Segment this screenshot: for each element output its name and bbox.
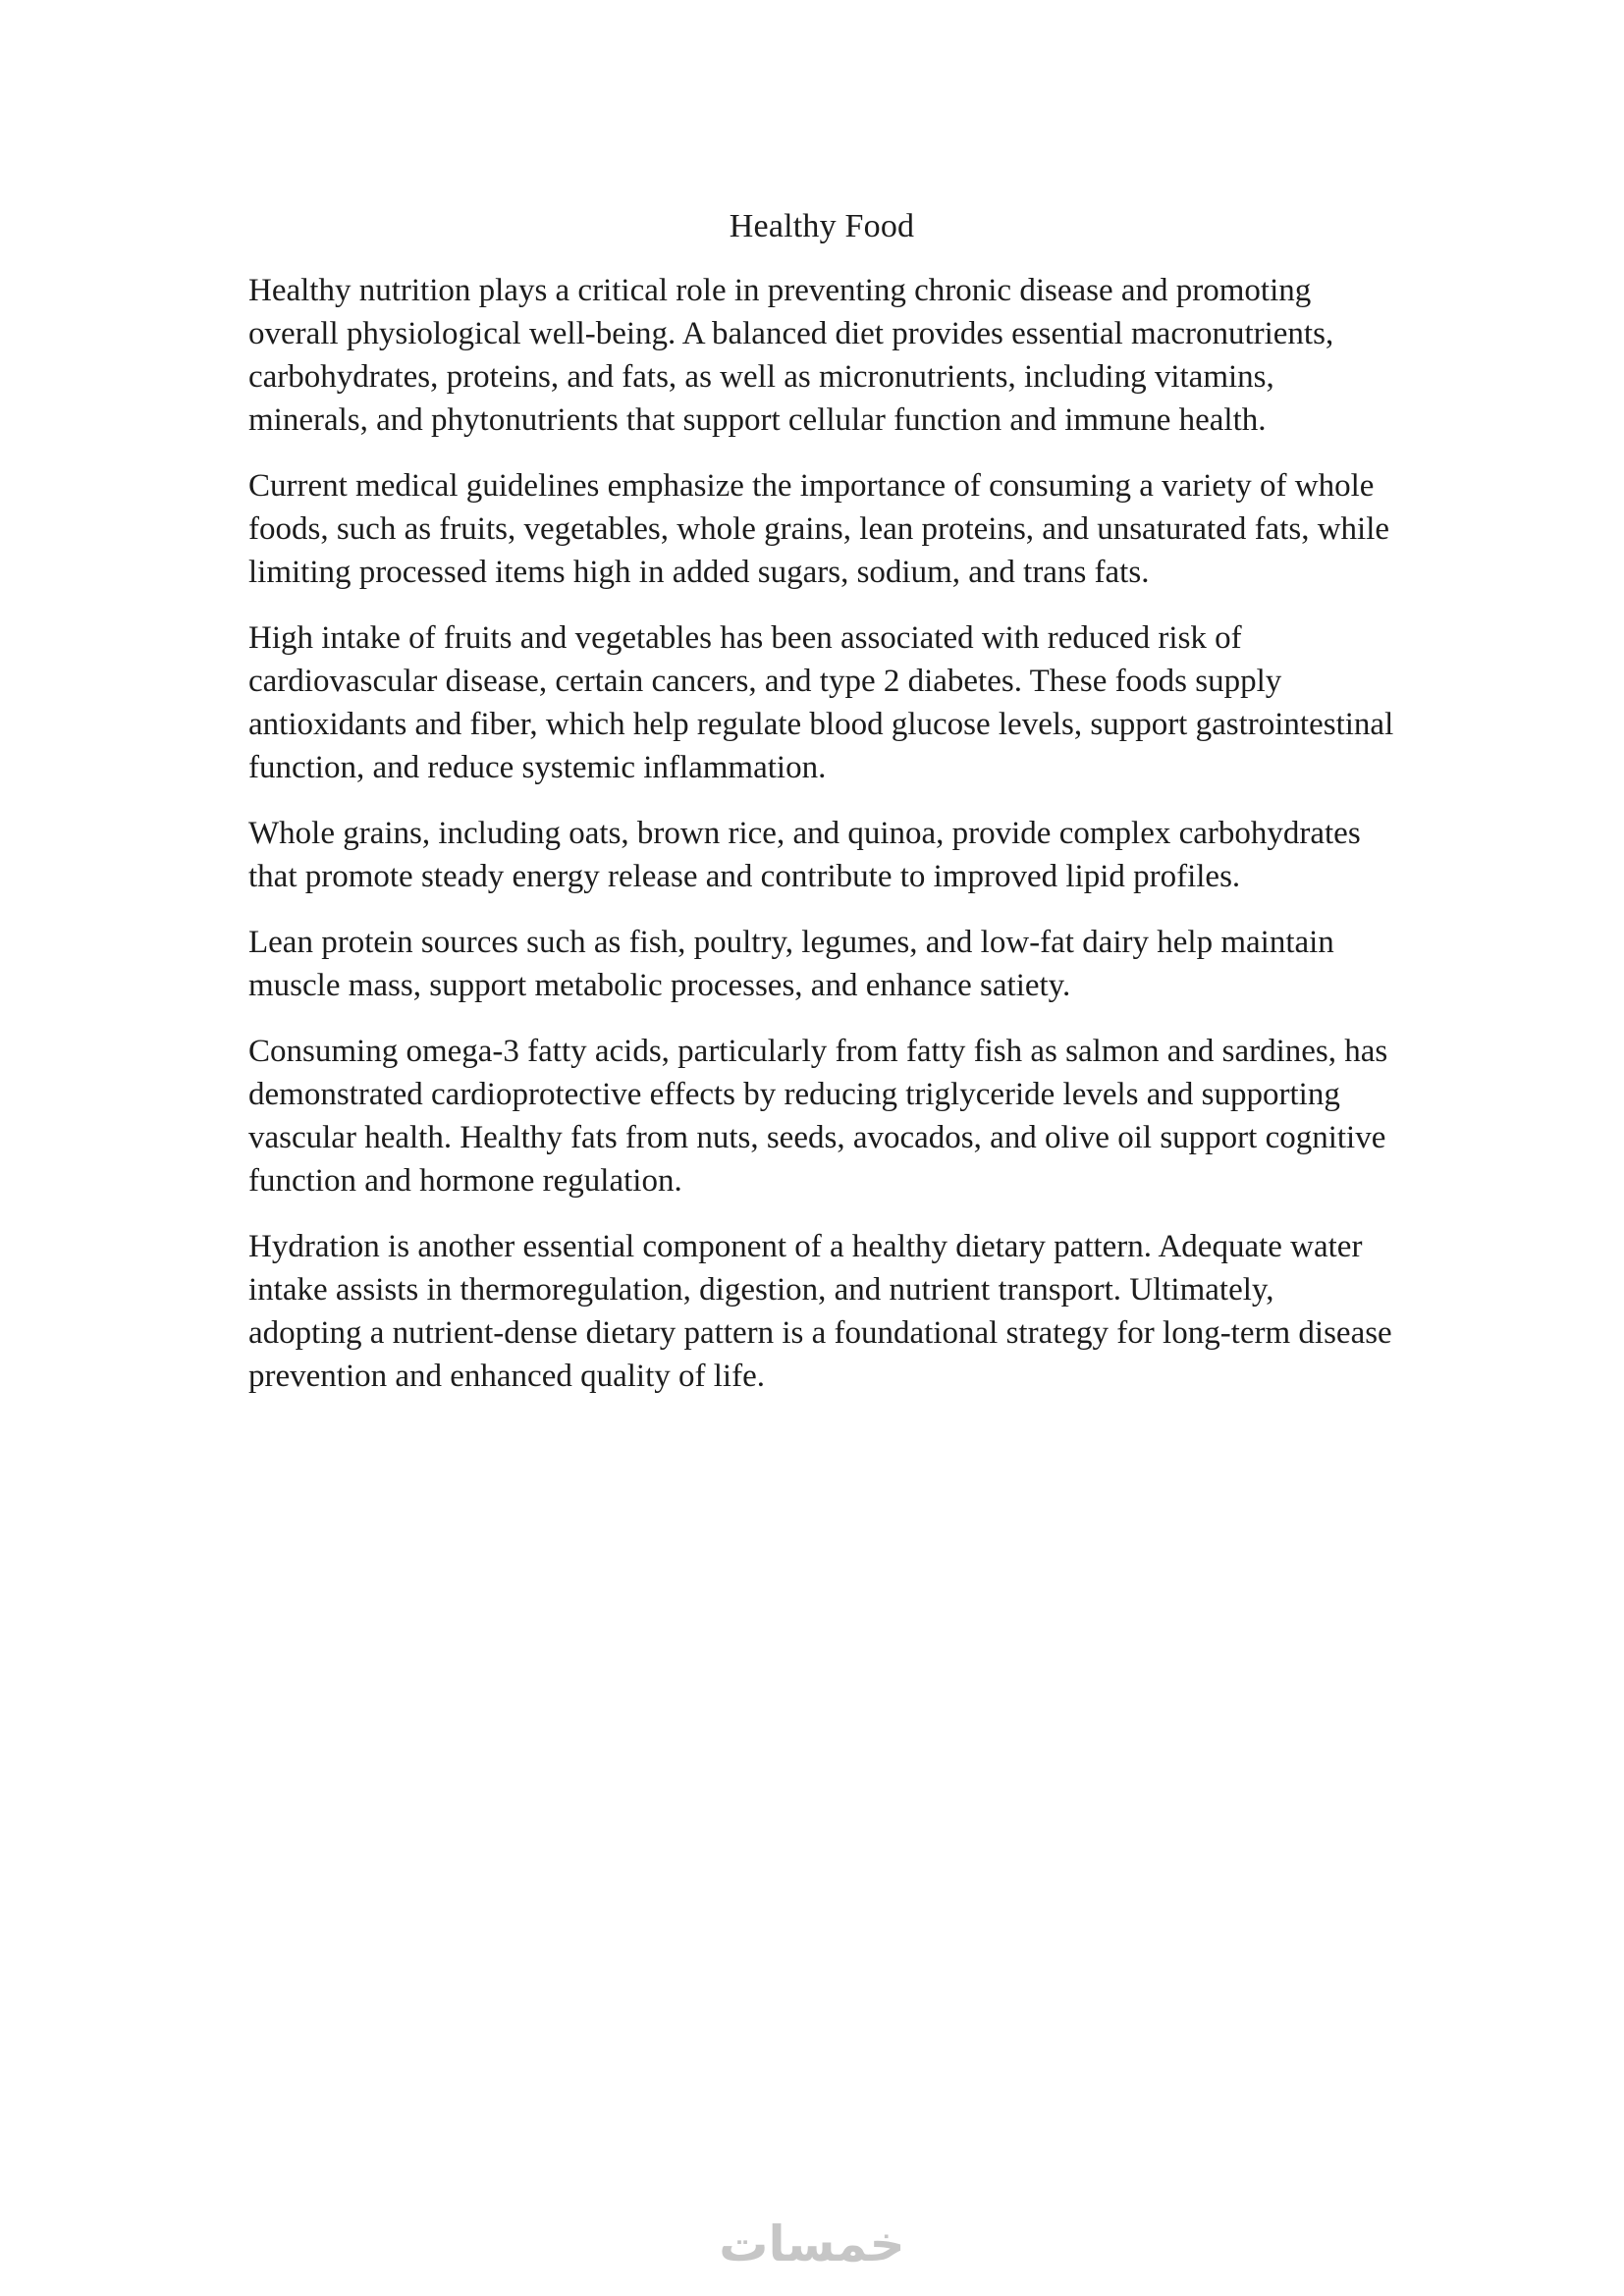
paragraph-omega3-fats: Consuming omega-3 fatty acids, particularly from fatty fish as salmon and sardines, has demonstrated cardioprotective effects by reducing triglyceride levels and supporting vascular health. Healthy fats from nuts, seeds, avocados, and olive oil support cognitive function and hormone regulation. <box>248 1034 1388 1199</box>
paragraph-hydration-conclusion: Hydration is another essential component of a healthy dietary pattern. Adequate water intake assists in thermoregulation, digestion, and nutrient transport. Ultimately, adopting a nutrient-dense dietary pattern is a foundational strategy for long-term disease prevention and enhanced quality of life. <box>248 1229 1392 1394</box>
paragraph-guidelines: Current medical guidelines emphasize the importance of consuming a variety of whole foods, such as fruits, vegetables, whole grains, lean proteins, and unsaturated fats, while limiting processed items high in added sugars, sodium, and trans fats. <box>248 468 1390 590</box>
page-title: Healthy Food <box>729 208 915 244</box>
paragraph-lean-protein: Lean protein sources such as fish, poultry, legumes, and low-fat dairy help maintain muscle mass, support metabolic processes, and enhance satiety. <box>248 925 1334 1003</box>
khamsat-watermark-logo: خمسات <box>719 2216 905 2272</box>
paragraph-whole-grains: Whole grains, including oats, brown rice, and quinoa, provide complex carbohydrates that promote steady energy release and contribute to improved lipid profiles. <box>248 816 1361 894</box>
document-content <box>248 208 1395 1420</box>
paragraph-fruits-vegetables: High intake of fruits and vegetables has been associated with reduced risk of cardiovascular disease, certain cancers, and type 2 diabetes. These foods supply antioxidants and fiber, which help regulate blood glucose levels, support gastrointestinal function, and reduce systemic inflammation. <box>248 620 1394 785</box>
paragraph-intro: Healthy nutrition plays a critical role in preventing chronic disease and promoting overall physiological well-being. A balanced diet provides essential macronutrients, carbohydrates, proteins, and fats, as well as micronutrients, including vitamins, minerals, and phytonutrients that support cellular function and immune health. <box>248 273 1334 438</box>
